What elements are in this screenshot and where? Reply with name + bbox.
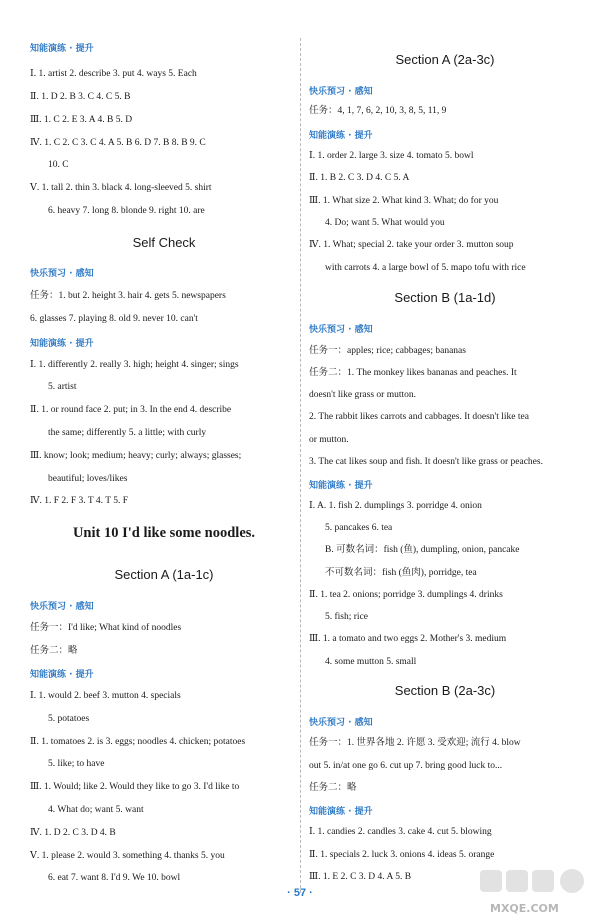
answer-line: Ⅳ. 1. C 2. C 3. C 4. A 5. B 6. D 7. B 8. B 9. C	[30, 138, 206, 148]
section-heading: Section B (1a-1d)	[394, 290, 496, 305]
section-heading: Section B (2a-3c)	[394, 683, 496, 698]
answer-line: 6. glasses 7. playing 8. old 9. never 10. can't	[30, 314, 198, 324]
answer-line: Ⅲ. 1. C 2. E 3. A 4. B 5. D	[30, 115, 133, 125]
section-tag: 快乐预习 · 感知	[309, 718, 373, 728]
answer-line: Ⅰ. 1. differently 2. really 3. high; height 4. singer; sings	[30, 360, 239, 370]
answer-line: 5. like; to have	[48, 759, 105, 769]
answer-line: Ⅳ. 1. F 2. F 3. T 4. T 5. F	[30, 496, 129, 506]
section-tag: 知能演练 · 提升	[30, 44, 94, 54]
answer-line: out 5. in/at one go 6. cut up 7. bring good luck to...	[309, 761, 503, 771]
answer-line: 2. The rabbit likes carrots and cabbages. It doesn't like tea	[309, 412, 529, 422]
answer-line: beautiful; loves/likes	[48, 474, 128, 484]
answer-line: 任务二：略	[309, 783, 357, 793]
column-divider	[300, 38, 301, 893]
answer-line: 任务：4, 1, 7, 6, 2, 10, 3, 8, 5, 11, 9	[309, 106, 447, 116]
answer-line: 任务二：略	[30, 646, 78, 656]
answer-line: B. 可数名词：fish (鱼), dumpling, onion, pancake	[325, 545, 520, 555]
section-heading: Self Check	[132, 235, 196, 250]
answer-line: Ⅱ. 1. specials 2. luck 3. onions 4. ideas 5. orange	[309, 850, 495, 860]
section-heading: Section A (1a-1c)	[114, 567, 214, 582]
section-tag: 快乐预习 · 感知	[309, 87, 373, 97]
section-tag: 知能演练 · 提升	[30, 670, 94, 680]
answer-line: 5. pancakes 6. tea	[325, 523, 393, 533]
watermark-text: MXQE.COM	[490, 902, 559, 915]
section-heading: Section A (2a-3c)	[395, 52, 495, 67]
answer-line: doesn't like grass or mutton.	[309, 390, 416, 400]
section-tag: 知能演练 · 提升	[30, 339, 94, 349]
unit-title: Unit 10 I'd like some noodles.	[72, 525, 256, 541]
answer-line: Ⅱ. 1. D 2. B 3. C 4. C 5. B	[30, 92, 131, 102]
answer-line: 6. eat 7. want 8. I'd 9. We 10. bowl	[48, 873, 181, 883]
page-number: · 57 ·	[287, 887, 313, 899]
answer-line: Ⅰ. 1. order 2. large 3. size 4. tomato 5. bowl	[309, 151, 474, 161]
section-tag: 快乐预习 · 感知	[309, 325, 373, 335]
answer-line: or mutton.	[309, 435, 349, 445]
answer-line: 任务一：I'd like; What kind of noodles	[30, 623, 182, 633]
answer-line: Ⅳ. 1. What; special 2. take your order 3. mutton soup	[309, 240, 514, 250]
answer-line: Ⅰ. 1. artist 2. describe 3. put 4. ways 5. Each	[30, 69, 197, 79]
answer-line: Ⅱ. 1. tea 2. onions; porridge 3. dumplings 4. drinks	[309, 590, 503, 600]
answer-line: 4. some mutton 5. small	[325, 657, 417, 667]
answer-line: Ⅲ. 1. Would; like 2. Would they like to go 3. I'd like to	[30, 782, 240, 792]
answer-line: Ⅲ. know; look; medium; heavy; curly; always; glasses;	[30, 451, 242, 461]
answer-line: Ⅱ. 1. B 2. C 3. D 4. C 5. A	[309, 173, 410, 183]
answer-line: 任务一：1. 世界各地 2. 许愿 3. 受欢迎; 流行 4. blow	[309, 738, 521, 748]
answer-line: Ⅲ. 1. What size 2. What kind 3. What; do for you	[309, 196, 499, 206]
answer-line: 5. fish; rice	[325, 612, 369, 622]
answer-line: Ⅰ. 1. candies 2. candles 3. cake 4. cut 5. blowing	[309, 827, 492, 837]
section-tag: 快乐预习 · 感知	[30, 269, 94, 279]
section-tag: 知能演练 · 提升	[309, 131, 373, 141]
answer-line: Ⅱ. 1. tomatoes 2. is 3. eggs; noodles 4. chicken; potatoes	[30, 737, 246, 747]
section-tag: 快乐预习 · 感知	[30, 602, 94, 612]
answer-line: Ⅲ. 1. a tomato and two eggs 2. Mother's 3. medium	[309, 634, 507, 644]
answer-line: Ⅱ. 1. or round face 2. put; in 3. In the end 4. describe	[30, 405, 232, 415]
answer-line: 6. heavy 7. long 8. blonde 9. right 10. are	[48, 206, 205, 216]
answer-line: Ⅳ. 1. D 2. C 3. D 4. B	[30, 828, 116, 838]
answer-line: 4. Do; want 5. What would you	[325, 218, 445, 228]
answer-line: 任务二：1. The monkey likes bananas and peaches. It	[309, 368, 517, 378]
answer-line: Ⅲ. 1. E 2. C 3. D 4. A 5. B	[309, 872, 412, 882]
answer-line: Ⅴ. 1. tall 2. thin 3. black 4. long-sleeved 5. shirt	[30, 183, 212, 193]
answer-line: 任务：1. but 2. height 3. hair 4. gets 5. newspapers	[30, 291, 226, 301]
answer-line: 5. potatoes	[48, 714, 90, 724]
section-tag: 知能演练 · 提升	[309, 807, 373, 817]
section-tag: 知能演练 · 提升	[309, 481, 373, 491]
answer-line: 5. artist	[48, 382, 77, 392]
answer-line: 4. What do; want 5. want	[48, 805, 144, 815]
answer-line: the same; differently 5. a little; with curly	[48, 428, 207, 438]
answer-line: Ⅰ. A. 1. fish 2. dumplings 3. porridge 4. onion	[309, 501, 482, 511]
answer-line: Ⅰ. 1. would 2. beef 3. mutton 4. specials	[30, 691, 181, 701]
answer-line: with carrots 4. a large bowl of 5. mapo tofu with rice	[325, 263, 526, 273]
answer-line: 10. C	[48, 160, 69, 170]
answer-line: 任务一：apples; rice; cabbages; bananas	[309, 346, 466, 356]
answer-line: 3. The cat likes soup and fish. It doesn't like grass or peaches.	[309, 457, 543, 467]
answer-line: 不可数名词：fish (鱼肉), porridge, tea	[325, 568, 477, 578]
answer-line: Ⅴ. 1. please 2. would 3. something 4. thanks 5. you	[30, 851, 225, 861]
